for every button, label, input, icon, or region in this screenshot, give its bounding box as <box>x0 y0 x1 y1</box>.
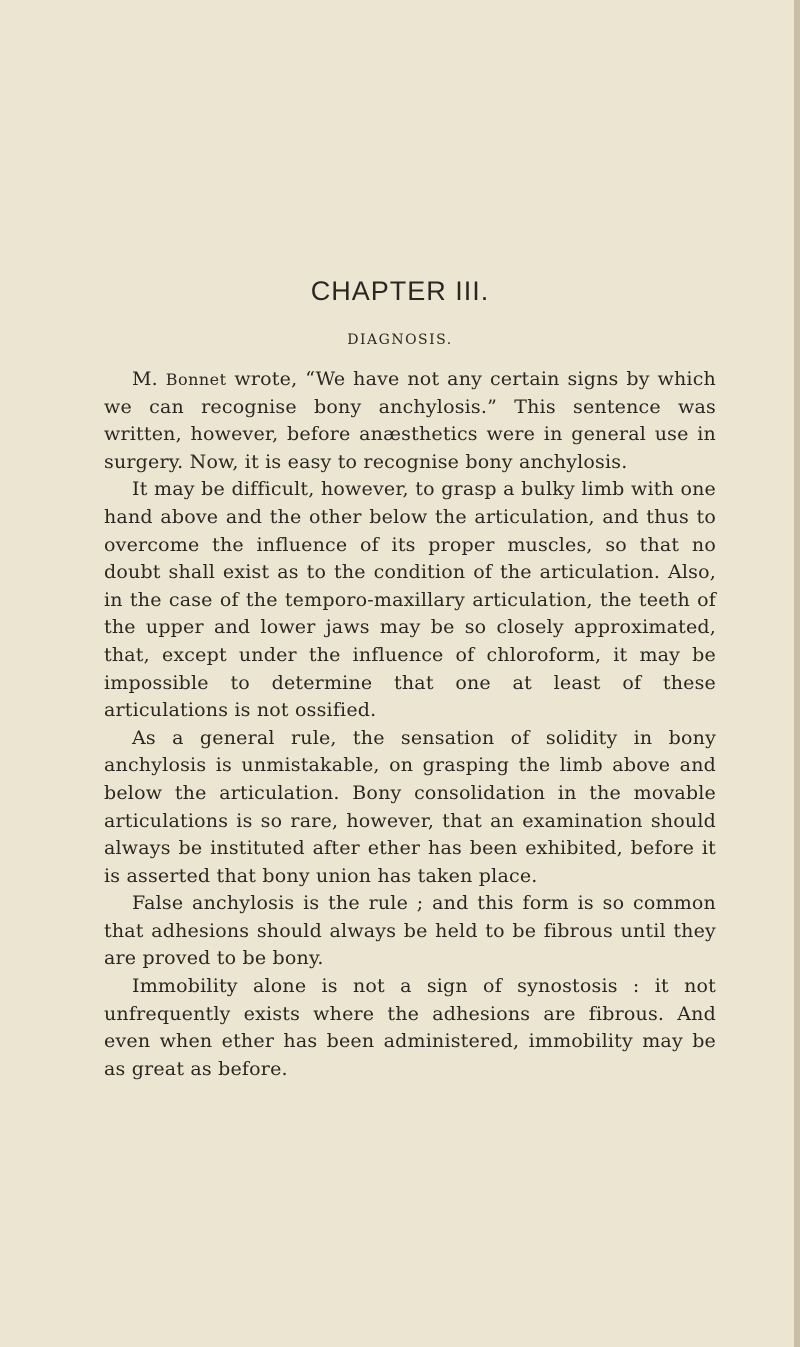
paragraph-1 <box>104 366 716 476</box>
paragraph-4: False anchylosis is the rule ; and this form is so common that adhesions should always be held to be fibrous until they are proved to be bony. <box>104 892 716 970</box>
author-name: Bonnet <box>165 370 227 389</box>
section-title: DIAGNOSIS. <box>347 332 453 348</box>
body-text <box>104 366 716 1083</box>
paragraph-5: Immobility alone is not a sign of synostosis : it not unfrequently exists where the adhesions are fibrous. And even when ether has been administered, immobility may be as great as before. <box>104 975 716 1080</box>
page-edge <box>794 0 800 1347</box>
paragraph-1-text: wrote, “We have not any certain signs by which we can recognise bony anchylosis.” This sentence was written, however, before anæsthetics were in general use in surgery. Now, it is easy to recognise bony anchylosis. <box>104 368 716 473</box>
paragraph-3: As a general rule, the sensation of solidity in bony anchylosis is unmistakable, on grasping the limb above and below the articulation. Bony consolidation in the movable articulations is so rare, however, that an examination should always be instituted after ether has been exhibited, before it is asserted that bony union has taken place. <box>104 726 716 887</box>
paragraph-2: It may be difficult, however, to grasp a bulky limb with one hand above and the other below the articulation, and thus to overcome the influence of its proper muscles, so that no doubt shall exist as to the condition of the articulation. Also, in the case of the temporo-maxillary articulation, the teeth of the upper and lower jaws may be so closely approximated, that, except under the influence of chloroform, it may be impossible to determine that one at least of these articulations is not ossified. <box>104 478 716 722</box>
paragraph-1-lead: M. <box>132 368 166 390</box>
chapter-title: CHAPTER III. <box>310 276 490 306</box>
